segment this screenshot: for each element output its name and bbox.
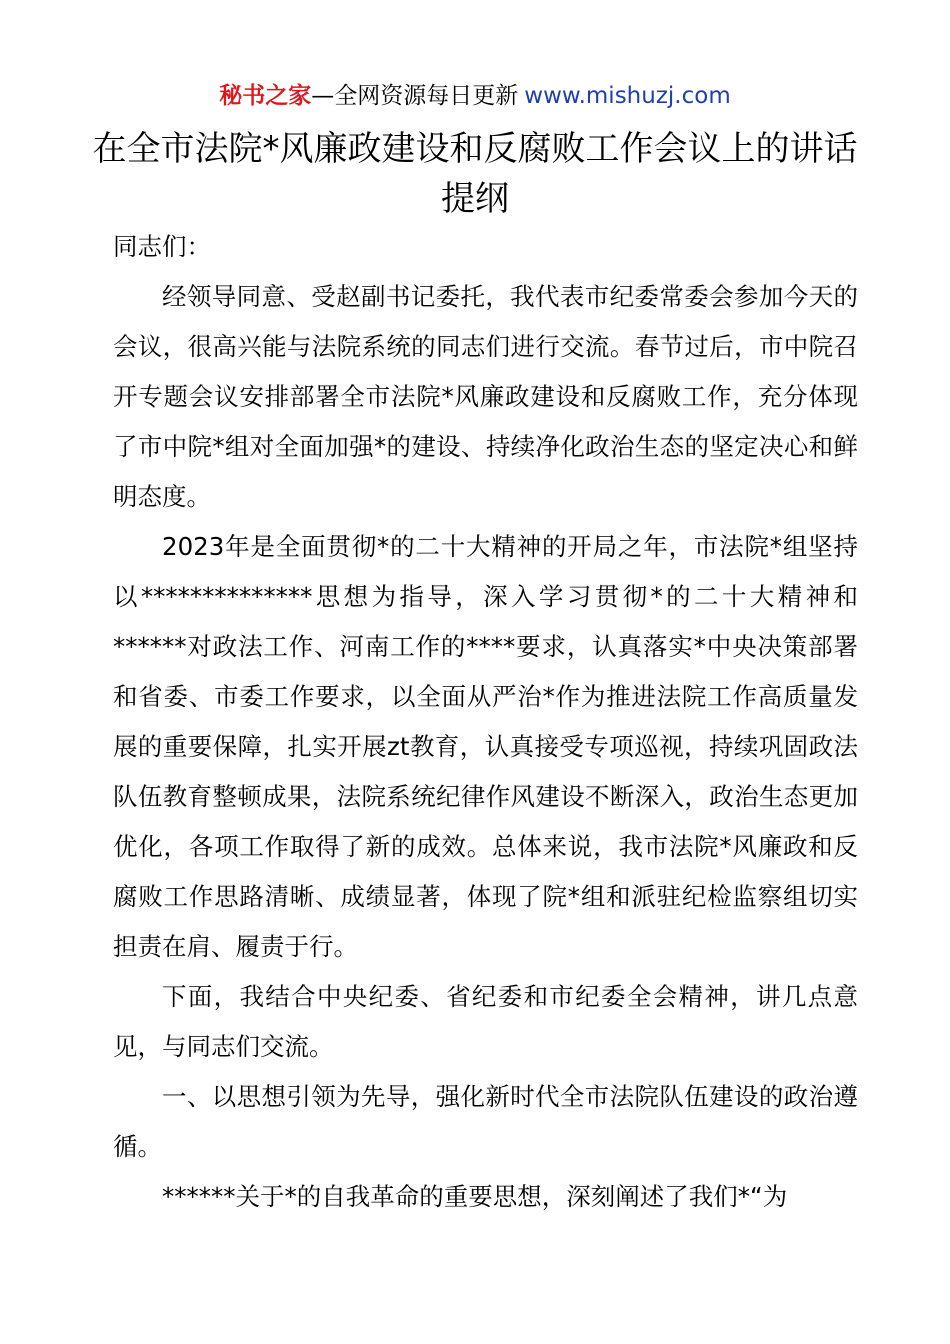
body-paragraph: ******关于*的自我革命的重要思想，深刻阐述了我们*“为 bbox=[162, 1182, 788, 1211]
document-title: 在全市法院*风廉政建设和反腐败工作会议上的讲话提纲 bbox=[92, 129, 858, 219]
section-heading: 一、以思想引领为先导，强化新时代全市法院队伍建设的政治遵循。 bbox=[113, 1082, 858, 1161]
document-body bbox=[113, 222, 858, 1222]
site-url-link[interactable]: www.mishuzj.com bbox=[524, 83, 731, 109]
body-paragraph: 下面，我结合中央纪委、省纪委和市纪委全会精神，讲几点意见，与同志们交流。 bbox=[113, 982, 858, 1061]
body-paragraph: 2023年是全面贯彻*的二十大精神的开局之年，市法院*组坚持以**************思想为指导，深入学习贯彻*的二十大精神和******对政法工作、河南工作的****要求，认真落实*中央决策部署和省委、市委工作要求，以全面从严治*作为推进法院工作高质量发展的重要保障，扎实开展zt教育，认真接受专项巡视，持续巩固政法队伍教育整顿成果，法院系统纪律作风建设不断深入，政治生态更加优化，各项工作取得了新的成效。总体来说，我市法院*风廉政和反腐败工作思路清晰、成绩显著，体现了院*组和派驻纪检监察组切实担责在肩、履责于行。 bbox=[113, 532, 858, 961]
header-tagline: —全网资源每日更新 bbox=[311, 83, 519, 109]
brand-name: 秘书之家 bbox=[219, 83, 312, 109]
body-paragraph: 经领导同意、受赵副书记委托，我代表市纪委常委会参加今天的会议，很高兴能与法院系统的同志们进行交流。春节过后，市中院召开专题会议安排部署全市法院*风廉政建设和反腐败工作，充分体现了市中院*组对全面加强*的建设、持续净化政治生态的坚定决心和鲜明态度。 bbox=[113, 282, 858, 511]
site-header bbox=[0, 80, 950, 112]
salutation: 同志们： bbox=[113, 232, 211, 261]
